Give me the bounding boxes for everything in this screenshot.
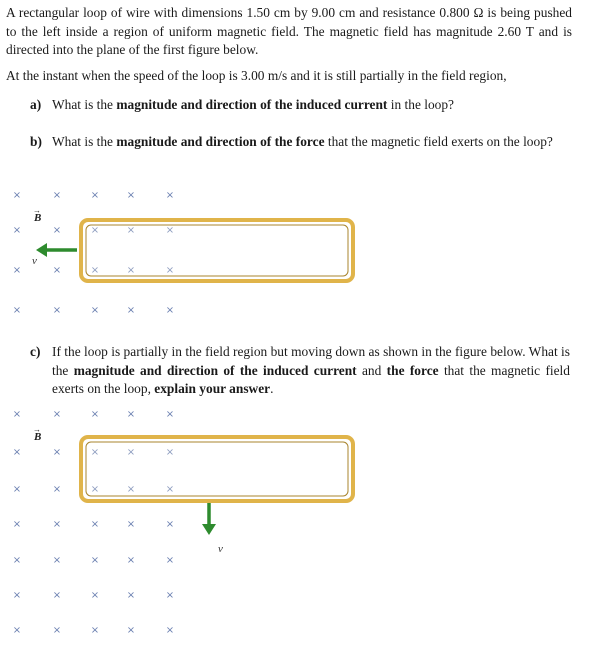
figure-1-field-x-mark: × [90,305,100,316]
figure-2-field-x-mark: × [90,447,100,458]
question-b-bold: magnitude and direction of the force [116,134,325,149]
figure-2-field-x-mark: × [165,625,175,636]
figure-1-field-x-mark: × [165,190,175,201]
figure-2-field-x-mark: × [12,625,22,636]
question-c-bold3: explain your answer [154,381,271,396]
figure-2-field-x-mark: × [52,447,62,458]
question-a-bold: magnitude and direction of the induced current [116,97,388,112]
figure-2-field-x-mark: × [165,447,175,458]
question-c [30,343,570,399]
figure-1-field-x-mark: × [126,265,136,276]
figure-2-loop [81,437,353,501]
figure-2-field-x-mark: × [126,519,136,530]
figure-2-field-x-mark: × [90,555,100,566]
figure-2 [0,400,613,650]
figure-2-field-label: B [34,431,42,443]
question-a-suffix: in the loop? [390,97,454,112]
figure-1-field-x-mark: × [126,305,136,316]
figure-1-field-x-mark: × [12,190,22,201]
figure-1-field-label: B [34,212,42,224]
figure-2-field-x-mark: × [12,590,22,601]
figure-2-field-x-mark: × [12,519,22,530]
figure-2-field-x-mark: × [12,447,22,458]
figure-2-field-x-mark: × [52,409,62,420]
figure-1-field-x-mark: × [90,190,100,201]
figure-2-field-x-mark: × [165,409,175,420]
figure-2-field-x-mark: × [90,484,100,495]
figure-1-field-vector-arrow: → [33,206,41,215]
figure-1-field-x-mark: × [52,265,62,276]
figure-1-field-x-mark: × [165,305,175,316]
figure-2-field-x-mark: × [165,555,175,566]
figure-2-field-x-mark: × [126,555,136,566]
figure-1-field-x-mark: × [52,225,62,236]
figure-2-field-x-mark: × [126,409,136,420]
question-c-bold2: the force [386,362,439,378]
figure-1-field-x-mark: × [52,305,62,316]
figure-1-field-x-mark: × [126,190,136,201]
question-c-bold1: magnitude and direction of the induced current [73,362,357,378]
figure-2-field-x-mark: × [12,484,22,495]
figure-2-field-x-mark: × [165,484,175,495]
figure-2-field-x-mark: × [90,590,100,601]
figure-1-field-x-mark: × [165,225,175,236]
figure-1-field-x-mark: × [90,265,100,276]
figure-1-loop-inner-edge [86,225,348,276]
figure-1-field-x-mark: × [126,225,136,236]
figure-2-field-x-mark: × [52,519,62,530]
question-a-label: a) [30,97,42,112]
figure-1-field-x-mark: × [12,225,22,236]
question-a-prefix: What is the [52,97,113,112]
question-c-part3: that the magnetic field exerts on the loop, [52,362,570,396]
question-c-label: c) [30,344,41,359]
figure-1-field-x-mark: × [165,265,175,276]
figure-2-field-x-mark: × [90,625,100,636]
figure-2-field-x-mark: × [52,625,62,636]
question-b-suffix: that the magnetic field exerts on the loop? [327,134,553,149]
question-a [30,96,570,115]
problem-condition: At the instant when the speed of the loop is 3.00 m/s and it is still partially in the field region, [6,68,507,83]
figure-1-field-x-mark: × [12,265,22,276]
figure-2-field-x-mark: × [126,590,136,601]
figure-2-velocity-label: v [218,543,223,555]
question-b-prefix: What is the [52,134,113,149]
figure-1-loop [81,220,353,281]
figure-1-field-x-mark: × [12,305,22,316]
figure-2-field-x-mark: × [165,519,175,530]
question-b-label: b) [30,134,42,149]
figure-2-field-x-mark: × [126,625,136,636]
problem-intro: A rectangular loop of wire with dimensions 1.50 cm by 9.00 cm and resistance 0.800 Ω is being pushed to the left inside a region of uniform magnetic field. The magnetic field has magnitude 2.60 T and is directed into the plane of the first figure below. [6,5,572,57]
figure-2-field-marks [13,409,174,636]
figure-1-velocity-arrow [36,243,77,257]
question-c-end: . [270,381,274,396]
question-c-part2: and [361,362,382,378]
figure-2-field-x-mark: × [52,590,62,601]
figure-1-field-x-mark: × [52,190,62,201]
figure-2-field-x-mark: × [126,447,136,458]
figure-2-field-vector-arrow: → [33,425,41,434]
figure-2-field-x-mark: × [165,590,175,601]
figure-2-velocity-arrow [202,503,216,535]
figure-2-field-x-mark: × [52,555,62,566]
figure-1 [0,180,613,330]
question-b [30,133,570,152]
figure-2-field-x-mark: × [52,484,62,495]
figure-1-velocity-label: v [32,255,37,267]
figure-2-field-x-mark: × [126,484,136,495]
figure-2-field-x-mark: × [90,519,100,530]
figure-2-field-x-mark: × [90,409,100,420]
figure-1-field-x-mark: × [90,225,100,236]
question-c-part1: If the loop is partially in the field region but moving down as shown in the figure below. What is the [52,344,570,378]
figure-2-field-x-mark: × [12,409,22,420]
figure-2-field-x-mark: × [12,555,22,566]
figure-2-loop-inner-edge [86,442,348,496]
